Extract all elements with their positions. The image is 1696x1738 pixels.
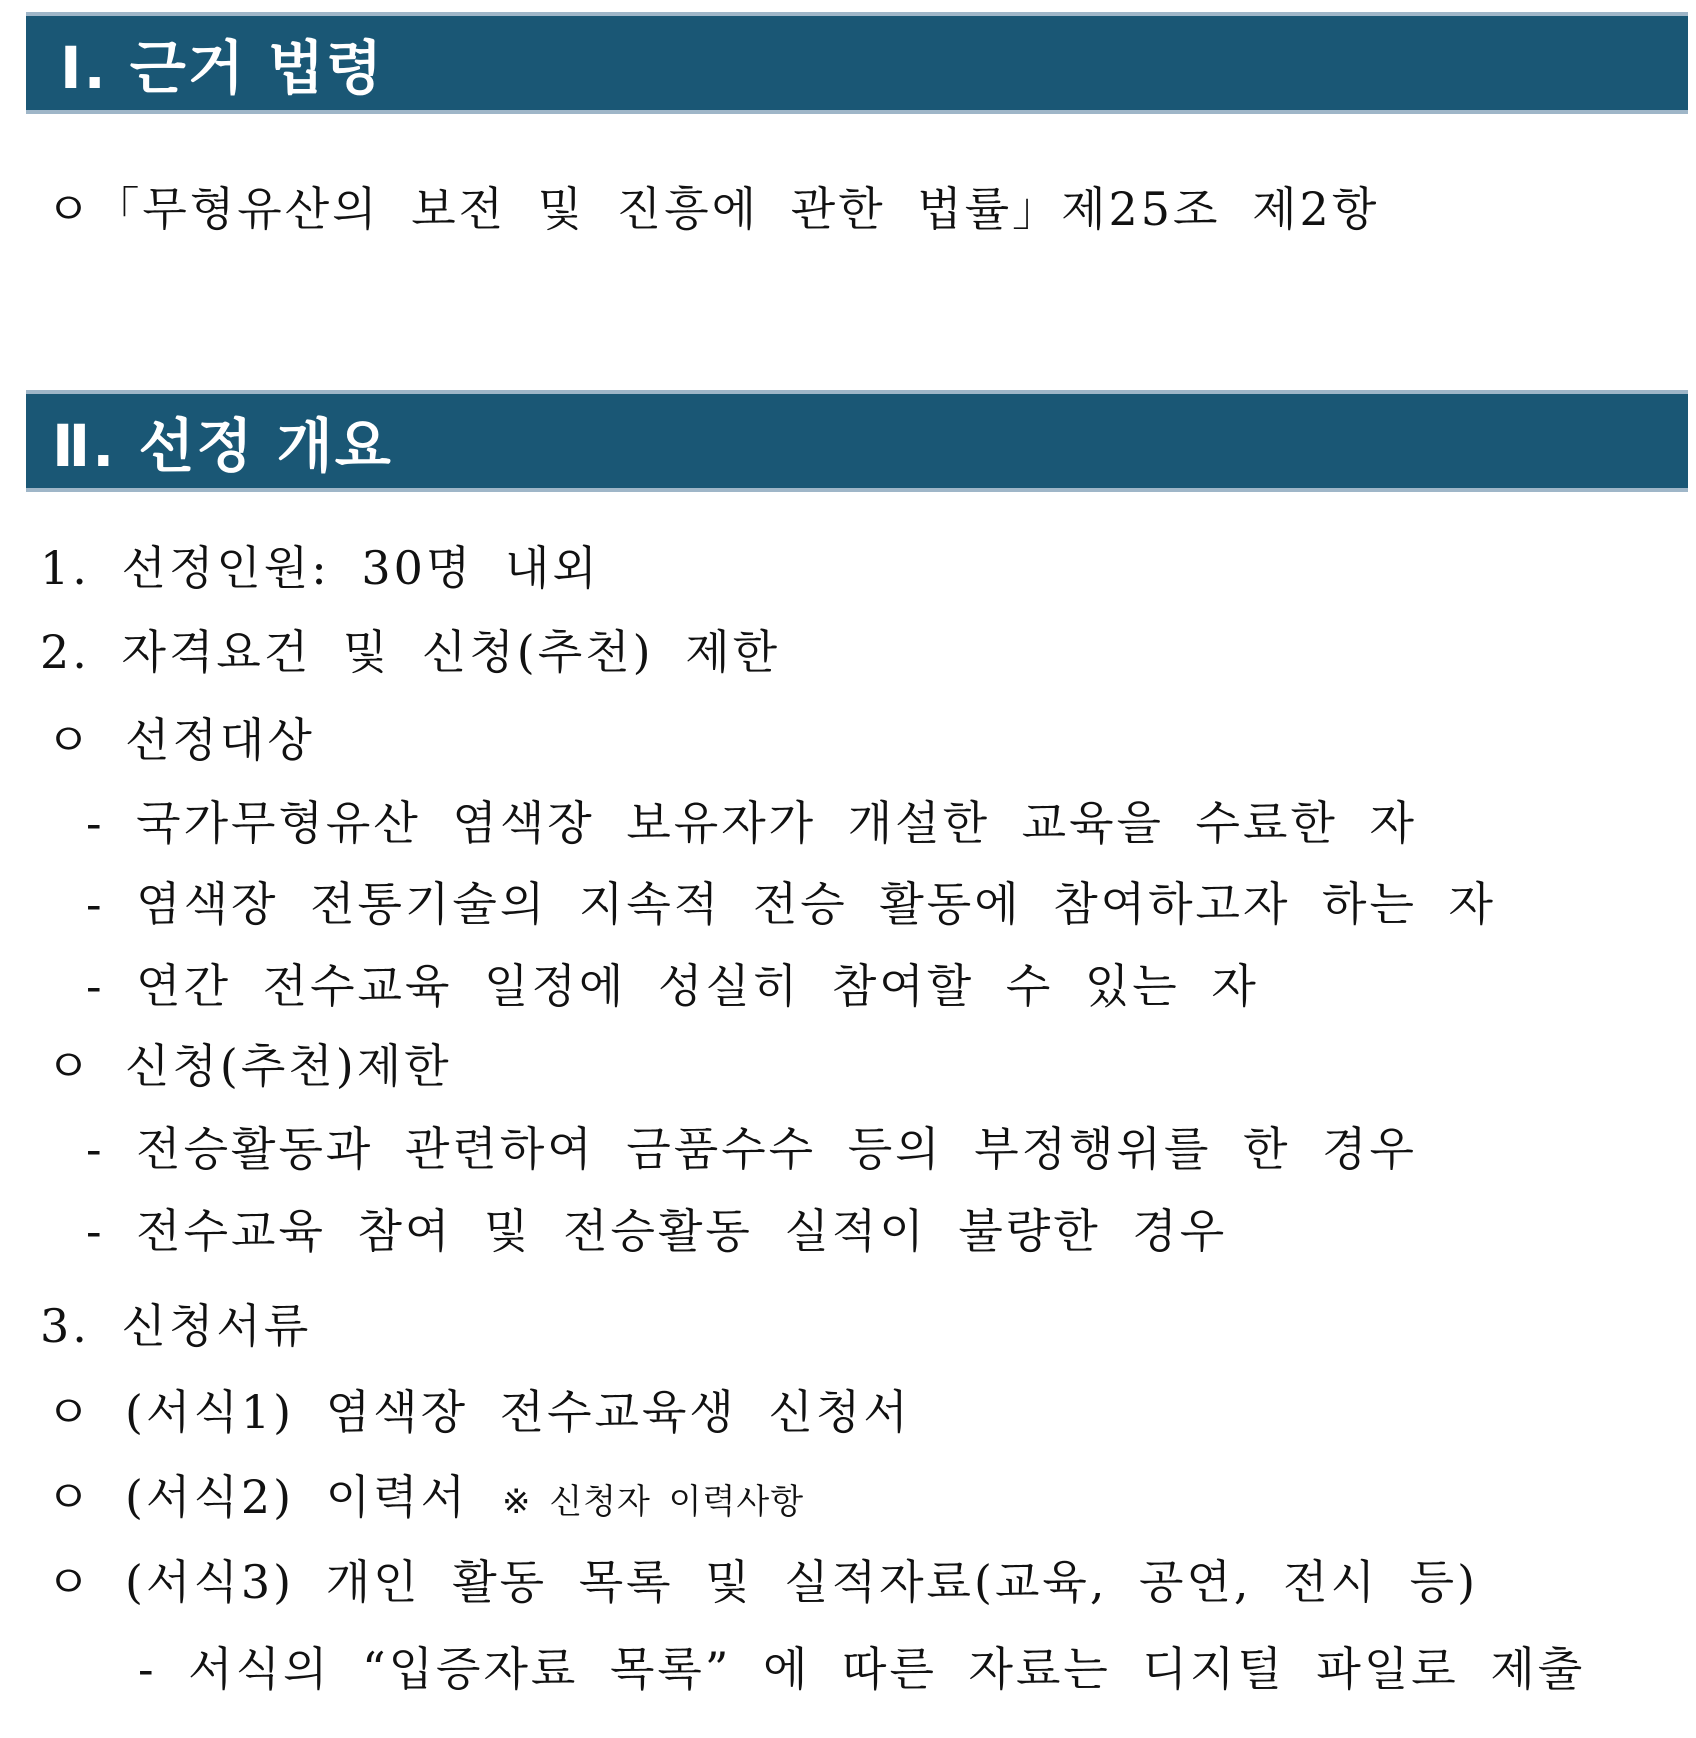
list-item-form-3: ㅇ (서식3) 개인 활동 목록 및 실적자료(교육, 공연, 전시 등) (46, 1555, 1479, 1609)
list-item-selection-count: 1. 선정인원: 30명 내외 (40, 541, 600, 595)
list-item-restriction: ㅇ 신청(추천)제한 (46, 1039, 452, 1093)
list-item-target-2: - 염색장 전통기술의 지속적 전승 활동에 참여하고자 하는 자 (86, 877, 1496, 931)
section-1-title: Ⅰ. 근거 법령 (60, 34, 385, 102)
list-item-restriction-2: - 전수교육 참여 및 전승활동 실적이 불량한 경우 (86, 1204, 1228, 1258)
list-item-restriction-1: - 전승활동과 관련하여 금품수수 등의 부정행위를 한 경우 (86, 1122, 1417, 1176)
list-item-documents: 3. 신청서류 (40, 1299, 312, 1353)
list-item-target: ㅇ 선정대상 (46, 713, 315, 767)
list-item-form-3-detail: - 서식의 “입증자료 목록” 에 따른 자료는 디지털 파일로 제출 (138, 1642, 1586, 1696)
list-item-form-2: ㅇ (서식2) 이력서 ※ 신청자 이력사항 (46, 1470, 805, 1524)
list-item-form-1: ㅇ (서식1) 염색장 전수교육생 신청서 (46, 1385, 911, 1439)
list-item-eligibility: 2. 자격요건 및 신청(추천) 제한 (40, 625, 781, 679)
section-2-header (26, 390, 1688, 492)
form-2-note: ※ 신청자 이력사항 (502, 1482, 805, 1522)
section-2-title: Ⅱ. 선정 개요 (52, 412, 393, 480)
section-1-header (26, 12, 1688, 114)
list-item-target-1: - 국가무형유산 염색장 보유자가 개설한 교육을 수료한 자 (86, 796, 1417, 850)
legal-basis-item: ㅇ「무형유산의 보전 및 진흥에 관한 법률」제25조 제2항 (46, 182, 1380, 236)
list-item-target-3: - 연간 전수교육 일정에 성실히 참여할 수 있는 자 (86, 959, 1259, 1013)
